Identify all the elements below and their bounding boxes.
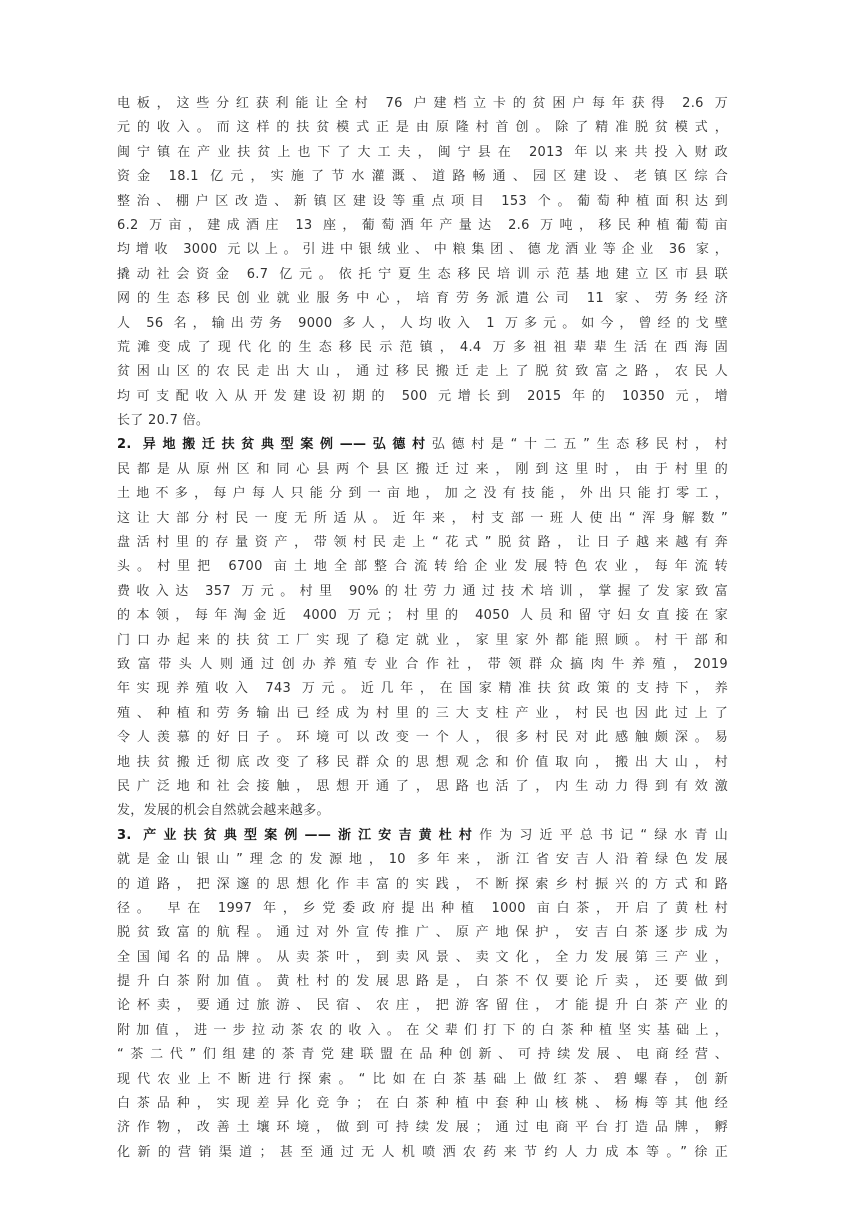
text-line: [117, 848, 728, 872]
line-text: 费收入达 357 万元。村里 90%的壮劳力通过技术培训，掌握了发家致富: [117, 583, 728, 599]
text-line: [117, 409, 728, 433]
line-text: 头。村里把 6700 亩土地全部整合流转给企业发展特色农业，每年流转: [117, 559, 728, 575]
text-line: [117, 1043, 728, 1067]
line-text: 发，发展的机会自然就会越来越多。: [117, 803, 330, 819]
line-text: 民广泛地和社会接触，思想开通了，思路也活了，内生动力得到有效激: [117, 778, 728, 794]
text-line: [117, 92, 728, 116]
section-heading: 3. 产业扶贫典型案例——浙江安吉黄杜村: [117, 827, 480, 843]
text-line: [117, 1092, 728, 1116]
text-line: [117, 531, 728, 555]
text-line: [117, 921, 728, 945]
text-line: [117, 1068, 728, 1092]
line-text: 附加值，进一步拉动茶农的收入。在父辈们打下的白茶种植坚实基础上，: [117, 1022, 728, 1038]
line-text: 门口办起来的扶贫工厂实现了稳定就业，家里家外都能照顾。村干部和: [117, 632, 728, 648]
line-text: 就是金山银山”理念的发源地，10 多年来，浙江省安吉人沿着绿色发展: [117, 852, 728, 868]
line-text: 化新的营销渠道；甚至通过无人机喷洒农药来节约人力成本等。”徐正: [117, 1144, 728, 1160]
line-text: 人 56 名，输出劳务 9000 多人，人均收入 1 万多元。如今，曾经的戈壁: [117, 315, 728, 331]
line-text: 殖、种植和劳务输出已经成为村里的三大支柱产业，村民也因此过上了: [117, 705, 728, 721]
text-line: [117, 994, 728, 1018]
text-line: [117, 165, 728, 189]
text-line: [117, 116, 728, 140]
text-line: [117, 873, 728, 897]
text-line: [117, 1141, 728, 1165]
text-line: [117, 433, 728, 457]
text-line: [117, 653, 728, 677]
text-line: [117, 190, 728, 214]
text-line: [117, 629, 728, 653]
line-text: 弘德村是“十二五”生态移民村，村: [431, 437, 728, 453]
text-line: [117, 702, 728, 726]
text-line: [117, 946, 728, 970]
line-text: 资金 18.1 亿元，实施了节水灌溉、道路畅通、园区建设、老镇区综合: [117, 169, 728, 185]
line-text: 令人羡慕的好日子。环境可以改变一个人，很多村民对此感触颇深。易: [117, 730, 728, 746]
text-line: [117, 555, 728, 579]
line-text: 网的生态移民创业就业服务中心，培育劳务派遣公司 11 家、劳务经济: [117, 291, 728, 307]
line-text: 提升白茶附加值。黄杜村的发展思路是，白茶不仅要论斤卖，还要做到: [117, 974, 728, 990]
section-heading: 2. 异地搬迁扶贫典型案例——弘德村: [117, 437, 432, 453]
text-line: [117, 1019, 728, 1043]
text-line: [117, 238, 728, 262]
line-text: 长了 20.7 倍。: [117, 413, 210, 429]
text-line: [117, 141, 728, 165]
line-text: 电板，这些分红获利能让全村 76 户建档立卡的贫困户每年获得 2.6 万: [117, 96, 728, 111]
text-line: [117, 1116, 728, 1140]
text-line: [117, 312, 728, 336]
text-line: [117, 336, 728, 360]
line-text: 年实现养殖收入 743 万元。近几年，在国家精准扶贫政策的支持下，养: [117, 681, 728, 697]
line-text: “茶二代”们组建的茶青党建联盟在品种创新、可持续发展、电商经营、: [117, 1047, 728, 1063]
text-line: [117, 726, 728, 750]
line-text: 的本领，每年淘金近 4000 万元；村里的 4050 人员和留守妇女直接在家: [117, 608, 728, 624]
line-text: 全国闻名的品牌。从卖茶叶，到卖风景、卖文化，全力发展第三产业，: [117, 949, 728, 965]
line-text: 整治、棚户区改造、新镇区建设等重点项目 153 个。葡萄种植面积达到: [117, 193, 728, 209]
text-line: [117, 799, 728, 823]
text-line: [117, 360, 728, 384]
line-text: 作为习近平总书记“绿水青山: [479, 827, 728, 843]
text-line: [117, 604, 728, 628]
text-line: [117, 775, 728, 799]
text-line: [117, 970, 728, 994]
text-line: [117, 385, 728, 409]
line-text: 闽宁镇在产业扶贫上也下了大工夫，闽宁县在 2013 年以来共投入财政: [117, 144, 728, 160]
line-text: 民都是从原州区和同心县两个县区搬迁过来，刚到这里时，由于村里的: [117, 461, 728, 477]
line-text: 白茶品种，实现差异化竞争；在白茶种植中套种山核桃、杨梅等其他经: [117, 1096, 728, 1112]
line-text: 径。 早在 1997 年，乡党委政府提出种植 1000 亩白茶，开启了黄杜村: [117, 900, 728, 916]
line-text: 均可支配收入从开发建设初期的 500 元增长到 2015 年的 10350 元，增: [117, 388, 728, 404]
line-text: 现代农业上不断进行探索。“比如在白茶基础上做红茶、碧螺春，创新: [117, 1071, 728, 1087]
text-line: [117, 482, 728, 506]
text-line: [117, 897, 728, 921]
line-text: 致富带头人则通过创办养殖专业合作社，带领群众搞肉牛养殖，2019: [117, 656, 728, 672]
text-line: [117, 214, 728, 238]
text-line: [117, 751, 728, 775]
line-text: 的道路，把深邃的思想化作丰富的实践，不断探索乡村振兴的方式和路: [117, 876, 728, 892]
line-text: 贫困山区的农民走出大山，通过移民搬迁走上了脱贫致富之路，农民人: [117, 364, 728, 380]
line-text: 这让大部分村民一度无所适从。近年来，村支部一班人使出“浑身解数”: [117, 510, 728, 526]
document-body: [117, 92, 728, 1165]
line-text: 地扶贫搬迁彻底改变了移民群众的思想观念和价值取向，搬出大山，村: [117, 754, 728, 770]
text-line: [117, 677, 728, 701]
text-line: [117, 263, 728, 287]
line-text: 元的收入。而这样的扶贫模式正是由原隆村首创。除了精准脱贫模式，: [117, 120, 728, 136]
line-text: 济作物，改善土壤环境，做到可持续发展；通过电商平台打造品牌，孵: [117, 1120, 728, 1136]
text-line: [117, 287, 728, 311]
line-text: 论杯卖，要通过旅游、民宿、农庄，把游客留住，才能提升白茶产业的: [117, 998, 728, 1014]
text-line: [117, 458, 728, 482]
line-text: 盘活村里的存量资产，带领村民走上“花式”脱贫路，让日子越来越有奔: [117, 535, 728, 551]
text-line: [117, 824, 728, 848]
text-line: [117, 580, 728, 604]
line-text: 6.2 万亩，建成酒庄 13 座，葡萄酒年产量达 2.6 万吨，移民种植葡萄亩: [117, 217, 728, 233]
line-text: 脱贫致富的航程。通过对外宣传推广、原产地保护，安吉白茶逐步成为: [117, 925, 728, 941]
line-text: 荒滩变成了现代化的生态移民示范镇，4.4 万多祖祖辈辈生活在西海固: [117, 339, 728, 355]
line-text: 土地不多，每户每人只能分到一亩地，加之没有技能，外出只能打零工，: [117, 486, 728, 502]
text-line: [117, 507, 728, 531]
line-text: 均增收 3000 元以上。引进中银绒业、中粮集团、德龙酒业等企业 36 家，: [117, 242, 728, 258]
line-text: 撬动社会资金 6.7 亿元。依托宁夏生态移民培训示范基地建立区市县联: [117, 266, 728, 282]
